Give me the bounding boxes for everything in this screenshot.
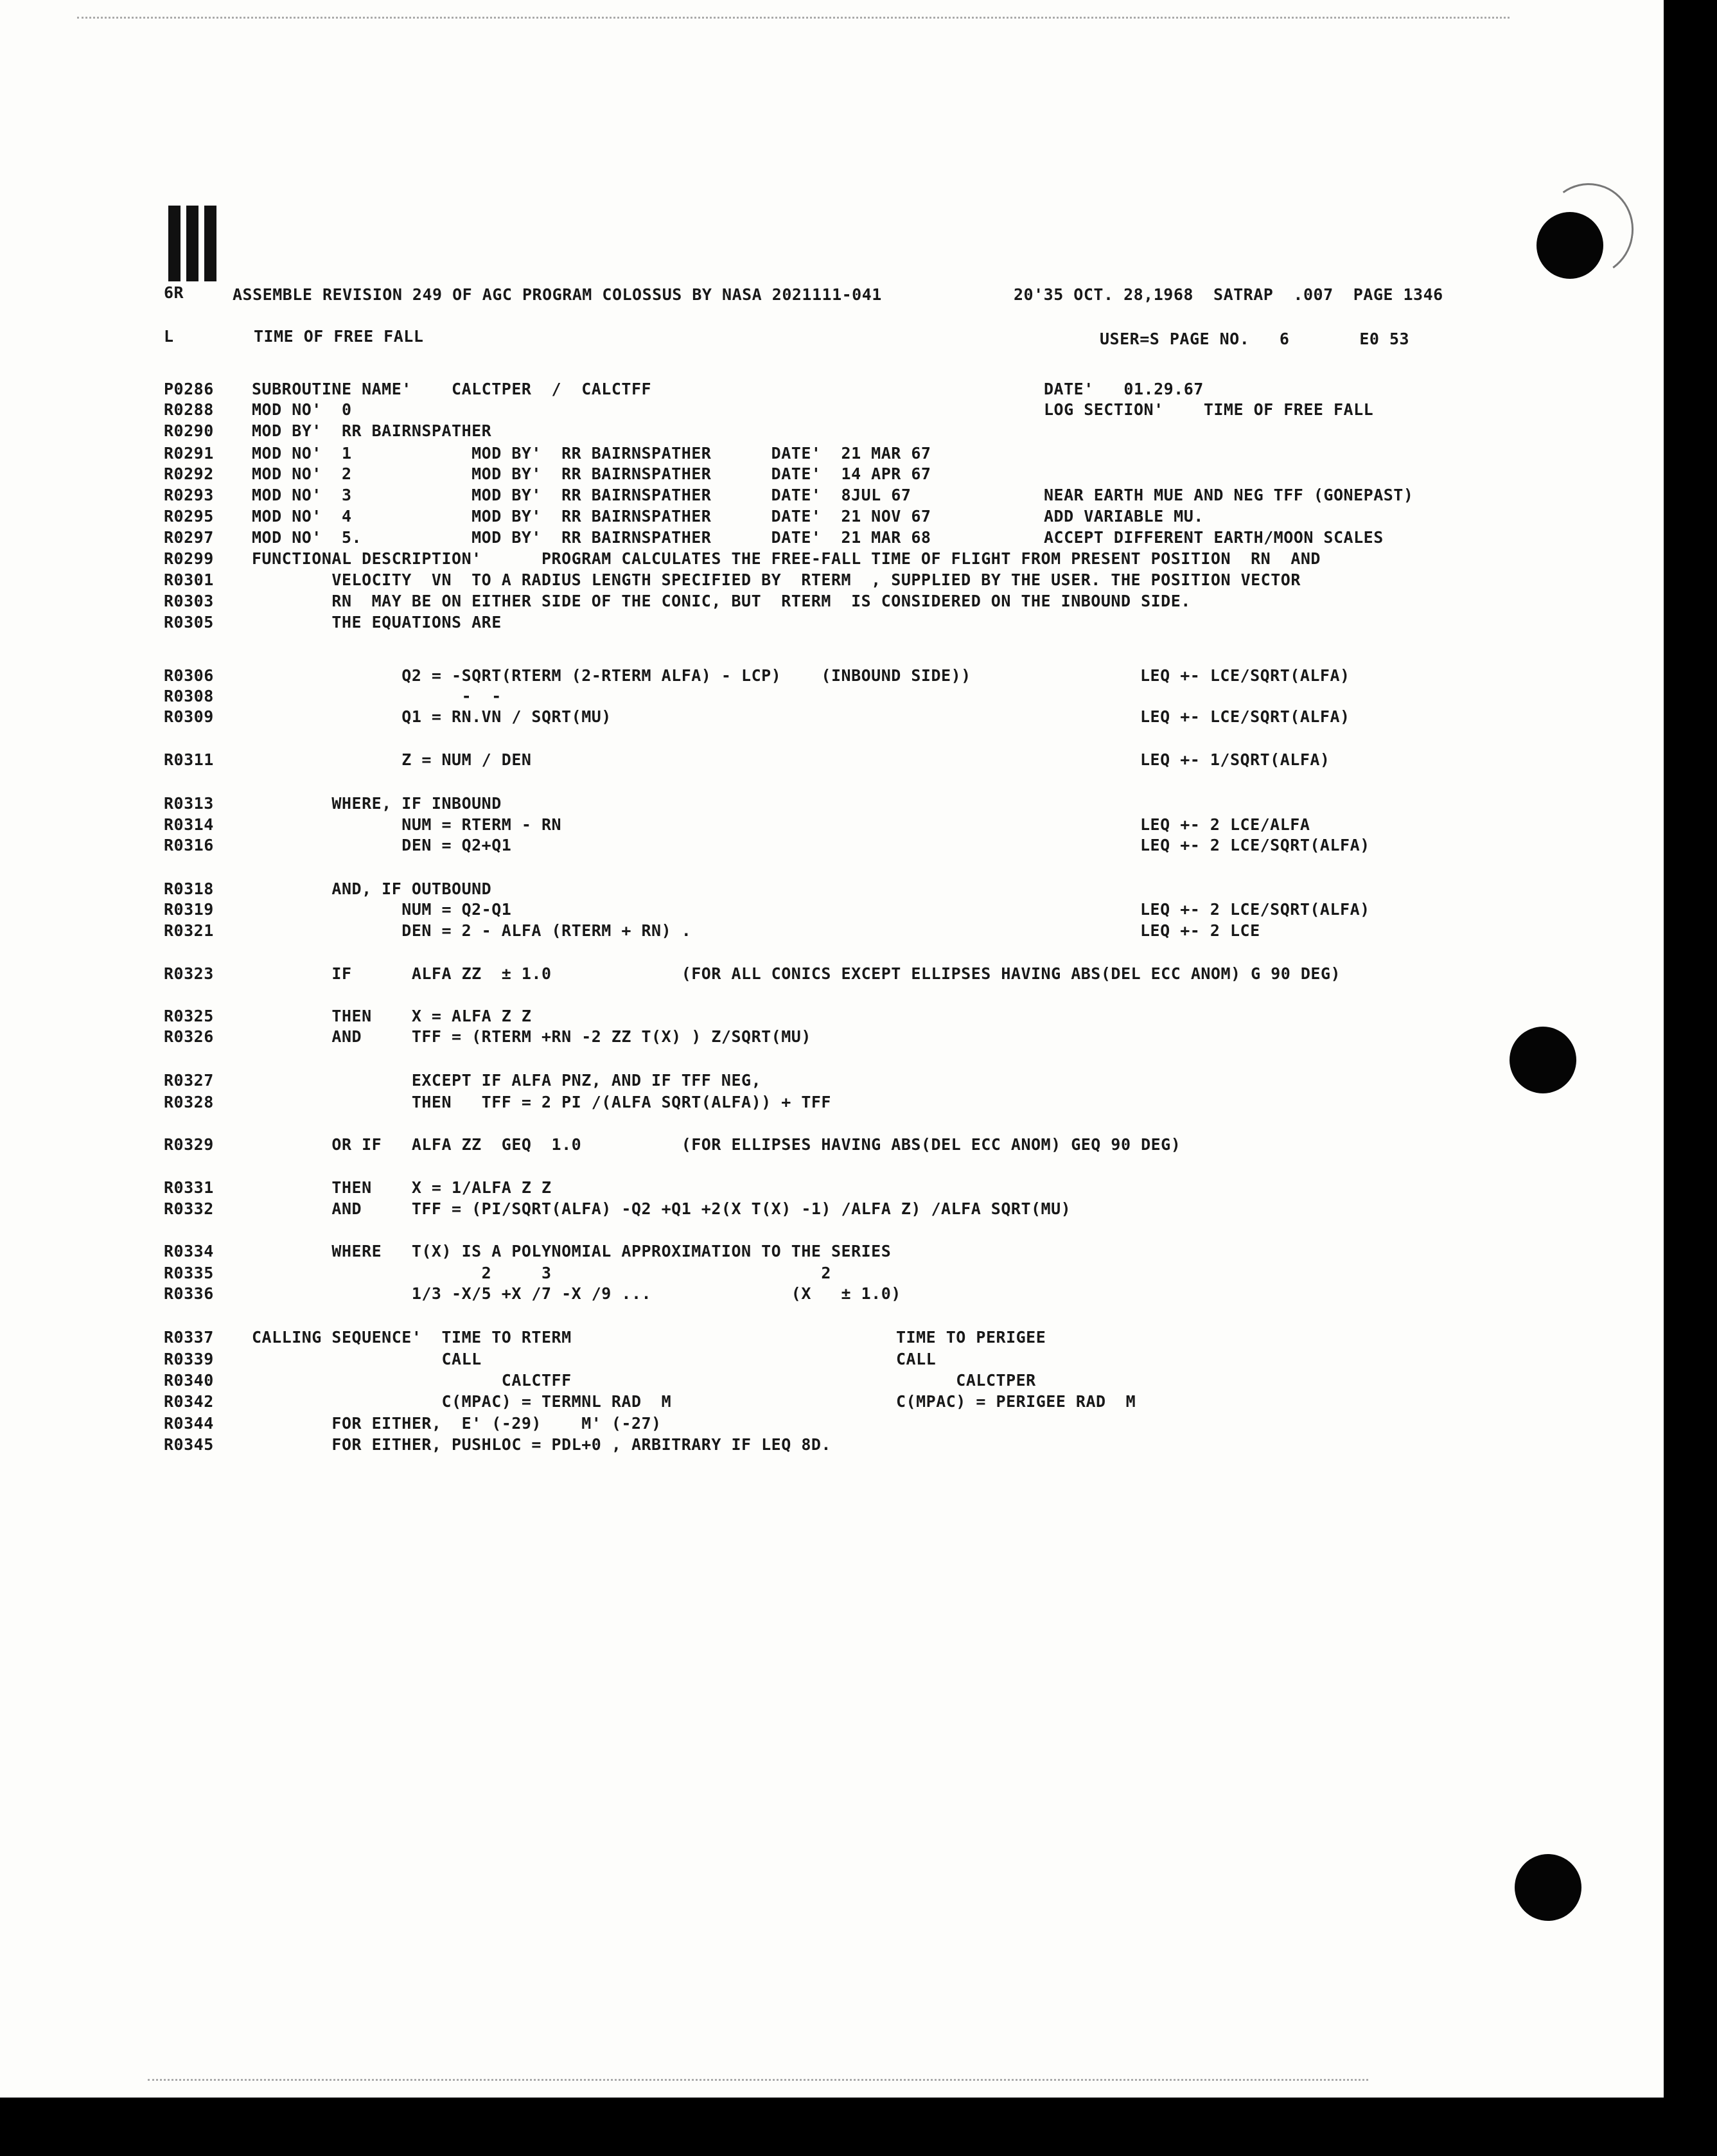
line-number: R0325 — [164, 1007, 214, 1025]
listing-text: CALLING SEQUENCE' TIME TO RTERM — [252, 1328, 572, 1347]
line-number: R0293 — [164, 486, 214, 504]
listing-annotation: DATE' 01.29.67 — [1044, 380, 1204, 398]
line-number: R0290 — [164, 421, 214, 440]
line-number: P0286 — [164, 380, 214, 398]
listing-text: RN MAY BE ON EITHER SIDE OF THE CONIC, BUT RTERM IS CONSIDERED ON THE INBOUND SIDE. — [252, 592, 1191, 610]
listing-text: FOR EITHER, PUSHLOC = PDL+0 , ARBITRARY IF LEQ 8D. — [252, 1435, 831, 1454]
line-number: R0292 — [164, 464, 214, 483]
line-number: R0319 — [164, 900, 214, 919]
line-number: R0314 — [164, 815, 214, 834]
listing-text: NUM = Q2-Q1 — [252, 900, 512, 919]
listing-text: CALL — [252, 1350, 482, 1368]
line-number: R0345 — [164, 1435, 214, 1454]
listing-text: SUBROUTINE NAME' CALCTPER / CALCTFF — [252, 380, 652, 398]
listing-text: WHERE T(X) IS A POLYNOMIAL APPROXIMATION TO THE SERIES — [252, 1242, 892, 1260]
listing-annotation: CALL — [896, 1350, 937, 1368]
listing-annotation: LEQ +- 2 LCE/ALFA — [1140, 815, 1310, 834]
listing-annotation: LOG SECTION' TIME OF FREE FALL — [1044, 400, 1374, 419]
listing-text: AND TFF = (RTERM +RN -2 ZZ T(X) ) Z/SQRT(MU) — [252, 1027, 811, 1046]
listing-text: 2 3 2 — [252, 1264, 831, 1282]
listing-annotation: LEQ +- 2 LCE/SQRT(ALFA) — [1140, 836, 1370, 854]
listing-text: MOD NO' 1 MOD BY' RR BAIRNSPATHER DATE' 21 MAR 67 — [252, 444, 931, 463]
listing-text: MOD NO' 4 MOD BY' RR BAIRNSPATHER DATE' 21 NOV 67 — [252, 507, 931, 526]
listing-text: EXCEPT IF ALFA PNZ, AND IF TFF NEG, — [252, 1071, 762, 1090]
line-number: R0334 — [164, 1242, 214, 1260]
print-timestamp: 20'35 OCT. 28,1968 SATRAP .007 PAGE 1346 — [1014, 285, 1443, 304]
listing-annotation: LEQ +- 1/SQRT(ALFA) — [1140, 750, 1330, 769]
line-number: R0303 — [164, 592, 214, 610]
listing-text: - - — [252, 687, 502, 705]
line-number: R0332 — [164, 1199, 214, 1218]
line-number: R0321 — [164, 921, 214, 940]
listing-text: MOD NO' 0 — [252, 400, 352, 419]
listing-text: THEN X = 1/ALFA Z Z — [252, 1178, 552, 1197]
listing-text: AND TFF = (PI/SQRT(ALFA) -Q2 +Q1 +2(X T(X) -1) /ALFA Z) /ALFA SQRT(MU) — [252, 1199, 1071, 1218]
listing-annotation: LEQ +- 2 LCE — [1140, 921, 1260, 940]
line-number: R0305 — [164, 613, 214, 632]
page-perforation-bottom — [148, 2079, 1368, 2083]
listing-text: NUM = RTERM - RN — [252, 815, 562, 834]
listing-text: Q2 = -SQRT(RTERM (2-RTERM ALFA) - LCP) (INBOUND SIDE)) — [252, 666, 971, 685]
listing-text: C(MPAC) = TERMNL RAD M — [252, 1392, 672, 1411]
assembly-title: ASSEMBLE REVISION 249 OF AGC PROGRAM COLOSSUS BY NASA 2021111-041 — [233, 285, 882, 304]
listing-text: THEN TFF = 2 PI /(ALFA SQRT(ALFA)) + TFF — [252, 1093, 831, 1111]
listing-text: MOD NO' 2 MOD BY' RR BAIRNSPATHER DATE' 14 APR 67 — [252, 464, 931, 483]
listing-annotation: LEQ +- 2 LCE/SQRT(ALFA) — [1140, 900, 1370, 919]
listing-text: WHERE, IF INBOUND — [252, 794, 502, 813]
listing-text: FUNCTIONAL DESCRIPTION' PROGRAM CALCULATES THE FREE-FALL TIME OF FLIGHT FROM PRESENT POSITION RN AND — [252, 549, 1321, 568]
listing-text: THE EQUATIONS ARE — [252, 613, 502, 632]
line-number: R0318 — [164, 879, 214, 898]
line-number: R0328 — [164, 1093, 214, 1111]
registration-bar — [186, 206, 198, 281]
punch-hole — [1510, 1027, 1576, 1093]
line-number: R0288 — [164, 400, 214, 419]
listing-annotation: C(MPAC) = PERIGEE RAD M — [896, 1392, 1136, 1411]
line-number: R0340 — [164, 1371, 214, 1390]
line-number: R0313 — [164, 794, 214, 813]
line-number: R0309 — [164, 707, 214, 726]
corner-code: 6R — [164, 283, 184, 302]
listing-annotation: TIME TO PERIGEE — [896, 1328, 1046, 1347]
section-letter: L — [164, 327, 174, 346]
listing-text: FOR EITHER, E' (-29) M' (-27) — [252, 1414, 662, 1433]
listing-text: CALCTFF — [252, 1371, 572, 1390]
listing-annotation: CALCTPER — [896, 1371, 1036, 1390]
listing-annotation: LEQ +- LCE/SQRT(ALFA) — [1140, 666, 1350, 685]
listing-annotation: LEQ +- LCE/SQRT(ALFA) — [1140, 707, 1350, 726]
line-number: R0335 — [164, 1264, 214, 1282]
listing-text: OR IF ALFA ZZ GEQ 1.0 (FOR ELLIPSES HAVING ABS(DEL ECC ANOM) GEQ 90 DEG) — [252, 1135, 1181, 1154]
line-number: R0291 — [164, 444, 214, 463]
listing-text: DEN = Q2+Q1 — [252, 836, 512, 854]
punch-hole — [1515, 1854, 1581, 1921]
listing-text: DEN = 2 - ALFA (RTERM + RN) . — [252, 921, 692, 940]
punch-hole — [1536, 212, 1603, 279]
line-number: R0301 — [164, 570, 214, 589]
listing-annotation: NEAR EARTH MUE AND NEG TFF (GONEPAST) — [1044, 486, 1414, 504]
user-page-number: USER=S PAGE NO. 6 E0 53 — [1100, 330, 1410, 348]
line-number: R0308 — [164, 687, 214, 705]
listing-text: VELOCITY VN TO A RADIUS LENGTH SPECIFIED BY RTERM , SUPPLIED BY THE USER. THE POSITION VECTOR — [252, 570, 1301, 589]
registration-bar — [204, 206, 216, 281]
log-section-title: TIME OF FREE FALL — [254, 327, 424, 346]
listing-annotation: ACCEPT DIFFERENT EARTH/MOON SCALES — [1044, 528, 1384, 547]
line-number: R0339 — [164, 1350, 214, 1368]
line-number: R0323 — [164, 964, 214, 983]
line-number: R0329 — [164, 1135, 214, 1154]
line-number: R0311 — [164, 750, 214, 769]
line-number: R0342 — [164, 1392, 214, 1411]
line-number: R0306 — [164, 666, 214, 685]
line-number: R0326 — [164, 1027, 214, 1046]
line-number: R0337 — [164, 1328, 214, 1347]
line-number: R0331 — [164, 1178, 214, 1197]
listing-annotation: ADD VARIABLE MU. — [1044, 507, 1204, 526]
listing-text: 1/3 -X/5 +X /7 -X /9 ... (X ± 1.0) — [252, 1284, 901, 1303]
listing-text: MOD NO' 5. MOD BY' RR BAIRNSPATHER DATE' 21 MAR 68 — [252, 528, 931, 547]
line-number: R0316 — [164, 836, 214, 854]
listing-text: THEN X = ALFA Z Z — [252, 1007, 532, 1025]
registration-bar — [168, 206, 181, 281]
listing-text: MOD BY' RR BAIRNSPATHER — [252, 421, 492, 440]
line-number: R0299 — [164, 549, 214, 568]
listing-text: Z = NUM / DEN — [252, 750, 532, 769]
listing-text: MOD NO' 3 MOD BY' RR BAIRNSPATHER DATE' 8JUL 67 — [252, 486, 911, 504]
corner-registration-mark — [112, 194, 196, 302]
line-number: R0344 — [164, 1414, 214, 1433]
line-number: R0295 — [164, 507, 214, 526]
line-number: R0327 — [164, 1071, 214, 1090]
page-perforation-top — [77, 17, 1510, 21]
listing-text: Q1 = RN.VN / SQRT(MU) — [252, 707, 612, 726]
line-number: R0297 — [164, 528, 214, 547]
line-number: R0336 — [164, 1284, 214, 1303]
listing-text: AND, IF OUTBOUND — [252, 879, 492, 898]
listing-text: IF ALFA ZZ ± 1.0 (FOR ALL CONICS EXCEPT ELLIPSES HAVING ABS(DEL ECC ANOM) G 90 DEG) — [252, 964, 1341, 983]
